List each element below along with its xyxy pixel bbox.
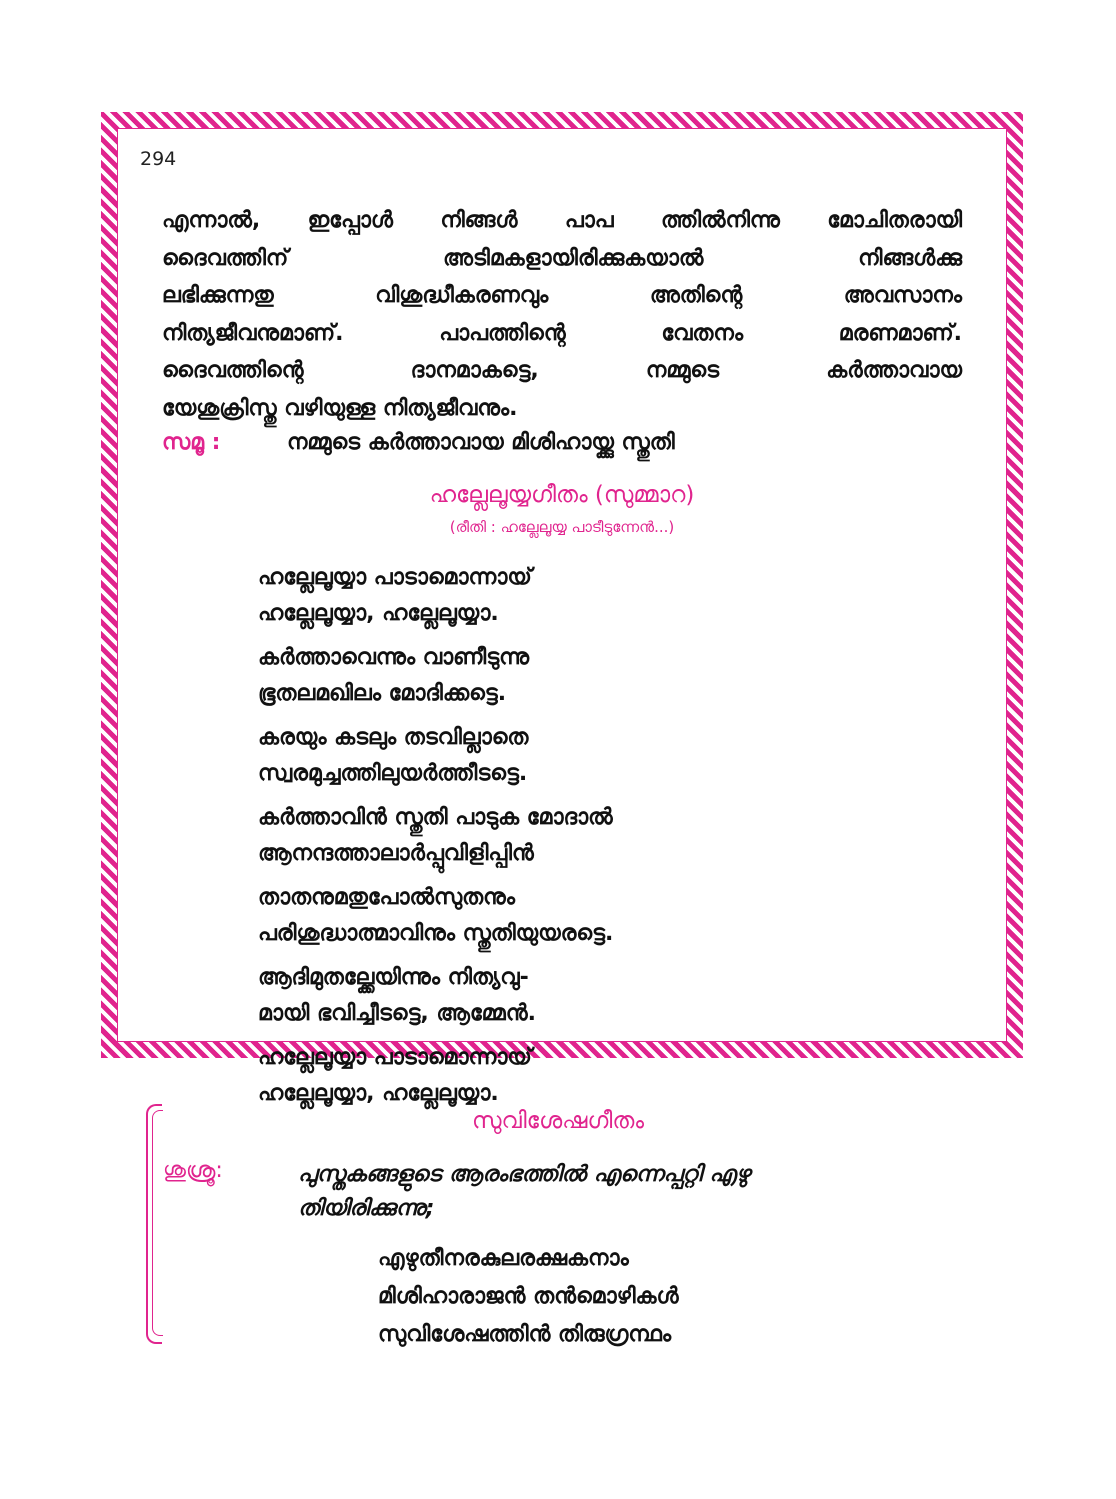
section-bracket-inner xyxy=(152,1110,163,1336)
reading-line: ദൈവത്തിന്റെ ദാനമാകട്ടെ, നമ്മുടെ കർത്താവായ xyxy=(162,358,962,384)
gospel-hymn-line: മിശിഹാരാജൻ തൻമൊഴികൾ xyxy=(378,1284,679,1309)
alleluia-title: ഹല്ലേലൂയ്യഗീതം (സുമ്മാറ) xyxy=(429,482,695,508)
hymn-line: ആദിമുതല്ക്കേയിന്നും നിത്യവു- xyxy=(258,965,529,990)
gospel-hymn-line: എഴുതീനരകുലരക്ഷകനാം xyxy=(378,1246,629,1271)
hymn-line: കർത്താവെന്നും വാണീടുന്നു xyxy=(258,645,530,670)
hymn-line: ഹല്ലേലൂയ്യാ പാടാമൊന്നായ് xyxy=(258,565,532,590)
response-label: സമൂ : xyxy=(162,430,221,455)
hymn-stanza xyxy=(258,1040,613,1112)
deacon-line: തിയിരിക്കുന്നു; xyxy=(298,1196,435,1221)
hymn-line: ആനന്ദത്താലാർപ്പുവിളിപ്പിൻ xyxy=(258,841,534,866)
response-text: നമ്മുടെ കർത്താവായ മിശിഹായ്ക്കു സ്തുതി xyxy=(287,430,675,455)
hymn-stanza xyxy=(258,640,613,712)
hymn-stanza xyxy=(258,560,613,632)
hymn-stanza xyxy=(258,960,613,1032)
page-number: 294 xyxy=(140,148,177,170)
hymn-line: സ്വരമുച്ചത്തിലുയർത്തീടട്ടെ. xyxy=(258,761,528,786)
hymn-line: കർത്താവിൻ സ്തുതി പാടുക മോദാൽ xyxy=(258,805,613,830)
deacon-text xyxy=(298,1158,958,1226)
deacon-label: ശുശ്രൂ: xyxy=(163,1158,223,1183)
reading-paragraph xyxy=(162,202,962,428)
hymn-line: ഹല്ലേലൂയ്യാ, ഹല്ലേലൂയ്യാ. xyxy=(258,601,499,626)
congregation-response xyxy=(162,430,675,455)
hymn-stanza xyxy=(258,800,613,872)
hymn-stanza xyxy=(258,880,613,952)
alleluia-hymn xyxy=(258,560,613,1120)
alleluia-tune: (രീതി : ഹല്ലേലൂയ്യ പാടീടുന്നേൻ...) xyxy=(449,518,675,536)
hymn-line: താതനുമതുപോൽസുതനും xyxy=(258,885,515,910)
reading-line: ലഭിക്കുന്നതു വിശുദ്ധീകരണവും അതിന്റെ അവസാനം xyxy=(162,283,962,309)
hymn-line: മായി ഭവിച്ചീടട്ടെ, ആമ്മേൻ. xyxy=(258,1001,536,1026)
gospel-hymn-title: സുവിശേഷഗീതം xyxy=(471,1108,645,1134)
hymn-line: പരിശുദ്ധാത്മാവിനും സ്തുതിയുയരട്ടെ. xyxy=(258,921,614,946)
hymn-stanza xyxy=(258,720,613,792)
hymn-line: കരയും കടലും തടവില്ലാതെ xyxy=(258,725,529,750)
hymn-line: ഹല്ലേലൂയ്യാ പാടാമൊന്നായ് xyxy=(258,1045,532,1070)
reading-line: യേശുക്രിസ്തു വഴിയുള്ള നിത്യജീവനും. xyxy=(162,395,518,421)
gospel-hymn-line: സുവിശേഷത്തിൻ തിരുഗ്രന്ഥം xyxy=(378,1322,672,1347)
reading-line: എന്നാൽ, ഇപ്പോൾ നിങ്ങൾ പാപ ത്തിൽനിന്നു മോചിതരായി xyxy=(162,208,962,233)
hymn-line: ഭൂതലമഖിലം മോദിക്കട്ടെ. xyxy=(258,681,507,706)
deacon-line: പുസ്തകങ്ങളുടെ ആരംഭത്തിൽ എന്നെപ്പറ്റി എഴു xyxy=(298,1162,750,1187)
gospel-hymn xyxy=(378,1240,679,1354)
reading-line: ദൈവത്തിന് അടിമകളായിരിക്കുകയാൽ നിങ്ങൾക്കു xyxy=(162,245,962,271)
hymn-line: ഹല്ലേലൂയ്യാ, ഹല്ലേലൂയ്യാ. xyxy=(258,1081,499,1106)
reading-line: നിത്യജീവനുമാണ്. പാപത്തിന്റെ വേതനം മരണമാണ്. xyxy=(162,320,962,346)
